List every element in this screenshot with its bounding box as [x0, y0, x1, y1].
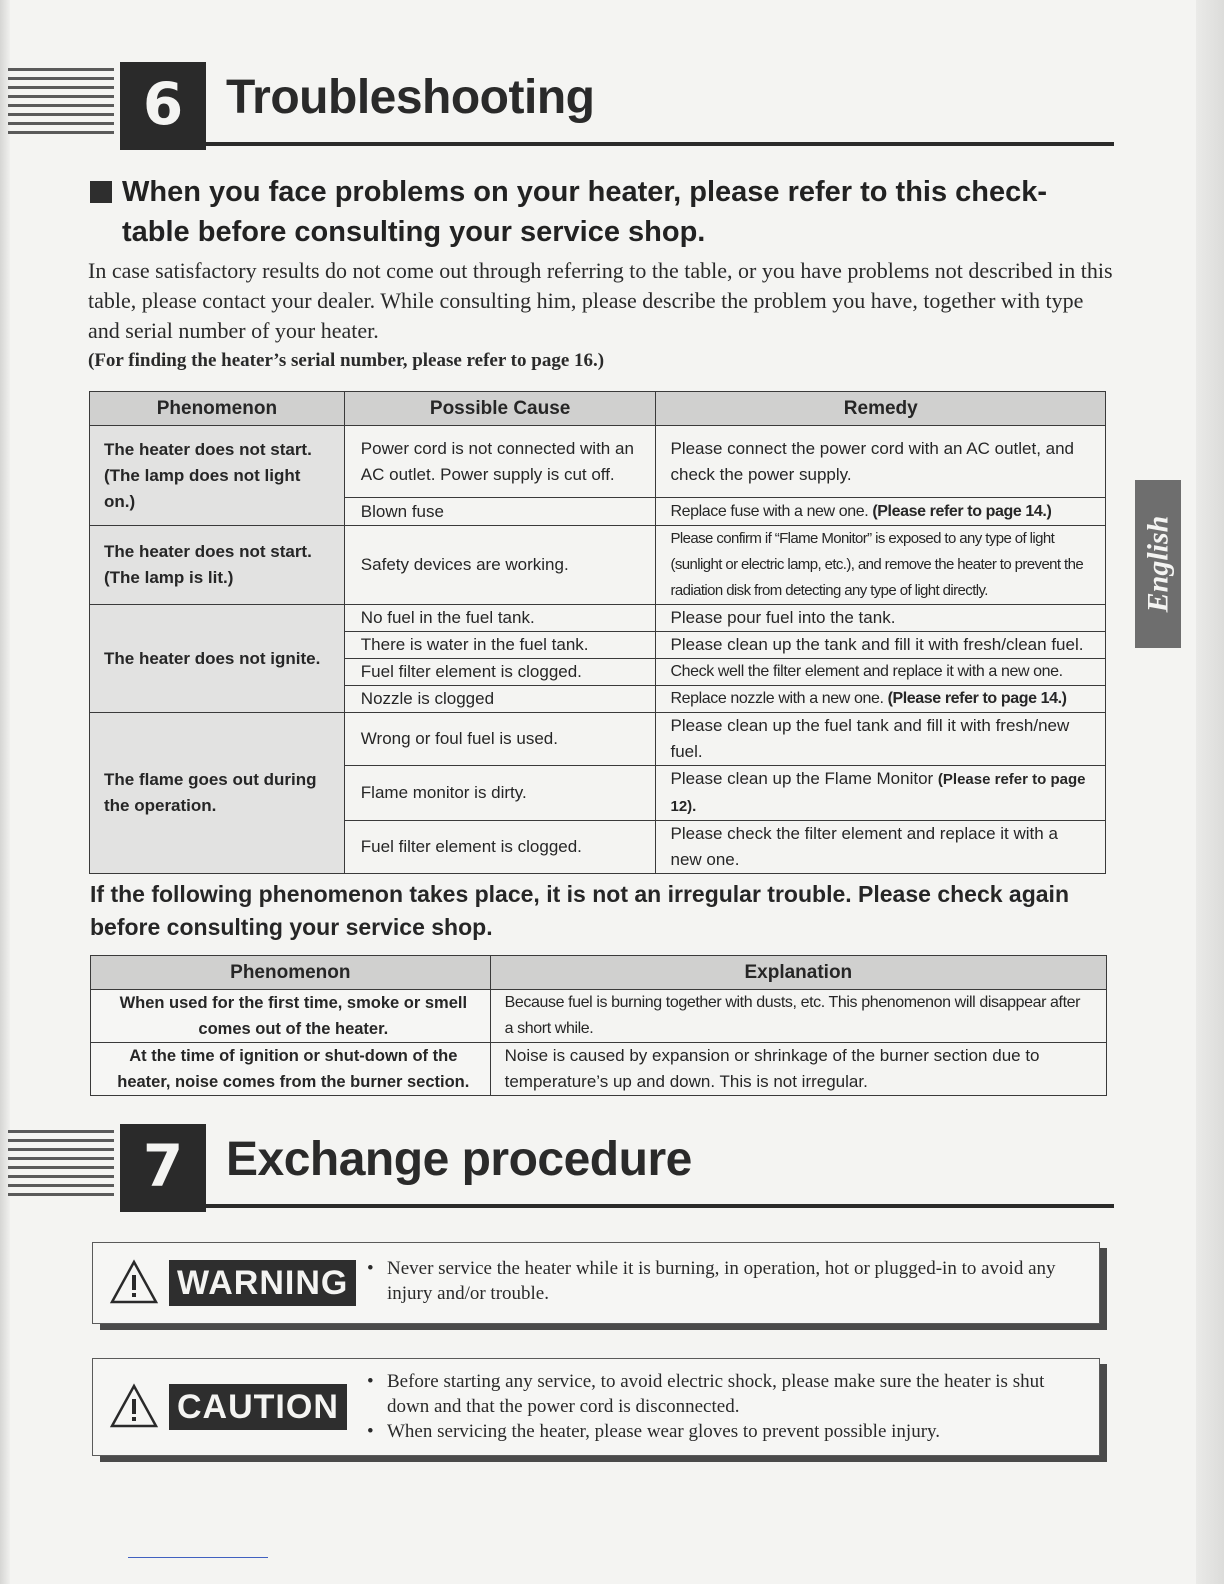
page-right-edge [1196, 0, 1224, 1584]
warning-triangle-icon [109, 1259, 159, 1305]
table-row [91, 990, 1107, 1043]
remedy-text: Replace fuse with a new one. [670, 502, 869, 520]
section-6-header [0, 62, 1114, 150]
table-header-row [91, 956, 1107, 990]
square-bullet-icon [90, 181, 112, 203]
remedy-cell: Check well the filter element and replace it with a new one. [656, 659, 1106, 686]
serial-number-note: (For finding the heater’s serial number, please refer to page 16.) [88, 350, 605, 371]
section-7-header [0, 1124, 1114, 1212]
caution-item: • When servicing the heater, please wear gloves to prevent possible injury. [363, 1419, 1083, 1444]
column-header: Explanation [490, 956, 1106, 990]
remedy-cell [656, 498, 1106, 526]
remedy-cell: Please pour fuel into the tank. [656, 605, 1106, 632]
phenomenon-cell: The heater does not start. (The lamp is lit.) [90, 526, 345, 605]
phenomenon-cell: At the time of ignition or shut-down of the heater, noise comes from the burner section. [91, 1043, 491, 1096]
page-reference: (Please refer to page 14.) [872, 502, 1052, 520]
cause-cell: Flame monitor is dirty. [344, 766, 656, 821]
remedy-cell: Please confirm if “Flame Monitor” is exposed to any type of light (sunlight or electric lamp, etc.), and remove the heater to prevent the radiation disk from detecting any type of light directly. [656, 526, 1106, 605]
caution-list [363, 1369, 1083, 1444]
cause-cell: Safety devices are working. [344, 526, 656, 605]
column-header: Remedy [656, 392, 1106, 426]
remedy-cell: Please connect the power cord with an AC outlet, and check the power supply. [656, 426, 1106, 498]
warning-label: WARNING [169, 1260, 356, 1306]
page-reference: (Please refer to page 14.) [887, 690, 1067, 707]
table-row [90, 713, 1106, 766]
cause-cell: Blown fuse [344, 498, 656, 526]
cause-cell: Nozzle is clogged [344, 686, 656, 713]
table-header-row [90, 392, 1106, 426]
section-title: Exchange procedure [226, 1133, 692, 1186]
remedy-text: Please clean up the Flame Monitor [670, 769, 934, 788]
cause-cell: There is water in the fuel tank. [344, 632, 656, 659]
remedy-cell: Please check the filter element and replace it with a new one. [656, 821, 1106, 874]
header-stripes [8, 1130, 114, 1210]
section-rule [206, 1204, 1114, 1208]
intro-paragraph: In case satisfactory results do not come out through referring to the table, or you have problems not described in this table, please contact your dealer. While consulting him, please describe the problem you have, together with type and serial number of your heater. [88, 258, 1113, 343]
cause-cell: Fuel filter element is clogged. [344, 821, 656, 874]
page-binding-edge [0, 0, 10, 1584]
section-number: 6 [142, 70, 184, 138]
warning-box [92, 1242, 1100, 1324]
section-title: Troubleshooting [226, 71, 595, 124]
warning-item: • Never service the heater while it is burning, in operation, hot or plugged-in to avoid any injury and/or trouble. [363, 1256, 1083, 1306]
subheading: When you face problems on your heater, please refer to this check-table before consulting your service shop. [90, 172, 1114, 252]
phenomenon-cell: The flame goes out during the operation. [90, 713, 345, 874]
column-header: Phenomenon [90, 392, 345, 426]
not-irregular-notice: If the following phenomenon takes place, it is not an irregular trouble. Please check again before consulting your service shop. [90, 881, 1069, 940]
explanation-cell: Noise is caused by expansion or shrinkage of the burner section due to temperature’s up and down. This is not irregular. [490, 1043, 1106, 1096]
page-reference: (Please refer to page 12). [670, 771, 1086, 815]
language-tab [1135, 480, 1181, 648]
header-stripes [8, 68, 114, 148]
explanation-cell: Because fuel is burning together with dusts, etc. This phenomenon will disappear after a short while. [490, 990, 1106, 1043]
section-number: 7 [142, 1132, 184, 1200]
remedy-cell: Please clean up the tank and fill it with fresh/clean fuel. [656, 632, 1106, 659]
troubleshooting-table [89, 391, 1106, 874]
caution-box [92, 1358, 1100, 1456]
table-row [90, 605, 1106, 632]
cause-cell: Wrong or foul fuel is used. [344, 713, 656, 766]
caution-item: • Before starting any service, to avoid electric shock, please make sure the heater is shut down and that the power cord is disconnected. [363, 1369, 1083, 1419]
section-rule [206, 142, 1114, 146]
explanation-table [90, 955, 1107, 1096]
phenomenon-cell: When used for the first time, smoke or smell comes out of the heater. [91, 990, 491, 1043]
footer-rule [128, 1557, 268, 1558]
cause-cell: Power cord is not connected with an AC outlet. Power supply is cut off. [344, 426, 656, 498]
remedy-text: Replace nozzle with a new one. [670, 690, 884, 707]
table-row [90, 526, 1106, 605]
caution-label: CAUTION [169, 1384, 347, 1430]
cause-cell: No fuel in the fuel tank. [344, 605, 656, 632]
warning-list [363, 1256, 1083, 1306]
column-header: Phenomenon [91, 956, 491, 990]
phenomenon-cell: The heater does not start. (The lamp does not light on.) [90, 426, 345, 526]
column-header: Possible Cause [344, 392, 656, 426]
remedy-cell [656, 686, 1106, 713]
table-row [90, 426, 1106, 498]
remedy-cell: Please clean up the fuel tank and fill it with fresh/new fuel. [656, 713, 1106, 766]
phenomenon-cell: The heater does not ignite. [90, 605, 345, 713]
table-row [91, 1043, 1107, 1096]
warning-triangle-icon [109, 1383, 159, 1429]
cause-cell: Fuel filter element is clogged. [344, 659, 656, 686]
language-tab-label: English [1141, 515, 1175, 613]
remedy-cell [656, 766, 1106, 821]
